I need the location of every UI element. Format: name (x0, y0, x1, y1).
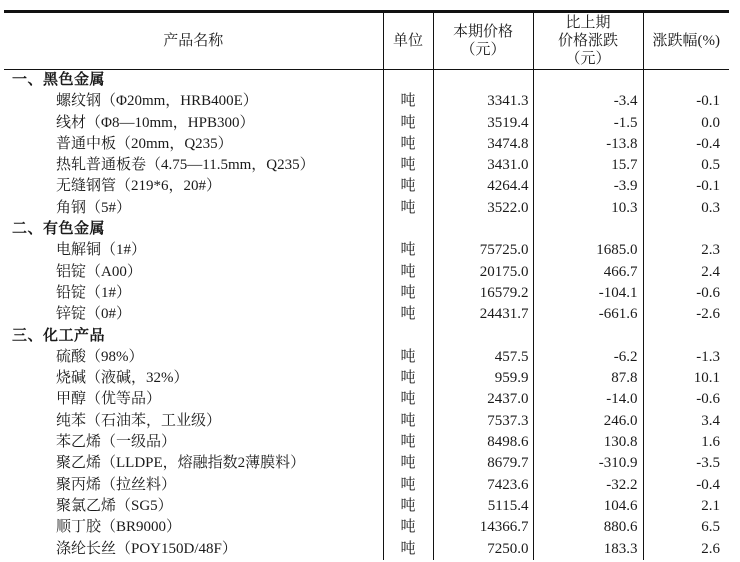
table-body (4, 70, 729, 560)
col-header-change-pct (643, 12, 729, 70)
change-cell: 183.3 (533, 539, 643, 560)
pct-cell: 2.4 (643, 262, 729, 283)
change-cell: 466.7 (533, 262, 643, 283)
product-name-cell: 硫酸（98%） (56, 348, 144, 365)
price-cell (433, 219, 533, 240)
change-cell: -13.8 (533, 134, 643, 155)
table-row (4, 155, 729, 176)
unit-cell: 吨 (383, 155, 433, 176)
price-table (4, 10, 729, 560)
table-row (4, 432, 729, 453)
price-cell: 14366.7 (433, 517, 533, 538)
table-row (4, 70, 729, 92)
table-row (4, 326, 729, 347)
unit-cell: 吨 (383, 134, 433, 155)
pct-cell: 0.5 (643, 155, 729, 176)
price-cell: 7423.6 (433, 475, 533, 496)
unit-cell (383, 70, 433, 92)
product-name-cell: 电解铜（1#） (56, 242, 147, 259)
product-name-cell: 苯乙烯（一级品） (56, 434, 177, 451)
table-row (4, 517, 729, 538)
price-cell: 3341.3 (433, 91, 533, 112)
col-header-change-pct-label: 涨跌幅(%) (652, 33, 720, 49)
pct-cell: -0.1 (643, 91, 729, 112)
unit-cell: 吨 (383, 432, 433, 453)
price-cell: 20175.0 (433, 262, 533, 283)
price-cell: 75725.0 (433, 240, 533, 261)
pct-cell: 2.3 (643, 240, 729, 261)
product-name-cell: 甲醇（优等品） (56, 391, 162, 408)
pct-cell: 1.6 (643, 432, 729, 453)
pct-cell: -0.1 (643, 176, 729, 197)
col-header-price-change-line2: 价格涨跌 (557, 33, 618, 49)
price-cell: 16579.2 (433, 283, 533, 304)
unit-cell (383, 326, 433, 347)
product-name-cell: 线材（Φ8—10mm，HPB300） (56, 114, 255, 131)
table-row (4, 496, 729, 517)
unit-cell: 吨 (383, 453, 433, 474)
col-header-product-name (4, 12, 383, 70)
unit-cell: 吨 (383, 347, 433, 368)
product-name-cell: 三、化工产品 (12, 327, 106, 344)
product-name-cell: 一、黑色金属 (12, 72, 106, 88)
col-header-current-price-line2: （元） (460, 42, 506, 58)
col-header-price-change-line1: 比上期 (565, 15, 611, 31)
pct-cell: 6.5 (643, 517, 729, 538)
header-row (4, 12, 729, 70)
unit-cell: 吨 (383, 262, 433, 283)
change-cell: -3.9 (533, 176, 643, 197)
change-cell: -310.9 (533, 453, 643, 474)
product-name-cell: 顺丁胶（BR9000） (56, 519, 182, 536)
pct-cell: -0.6 (643, 283, 729, 304)
unit-cell: 吨 (383, 517, 433, 538)
product-name-cell: 烧碱（液碱，32%） (56, 370, 189, 387)
unit-cell (383, 219, 433, 240)
product-name-cell: 聚丙烯（拉丝料） (56, 476, 177, 493)
price-cell: 24431.7 (433, 304, 533, 325)
pct-cell: -0.6 (643, 389, 729, 410)
price-cell: 7250.0 (433, 539, 533, 560)
pct-cell (643, 70, 729, 92)
change-cell (533, 326, 643, 347)
col-header-current-price (433, 12, 533, 70)
product-name-cell: 普通中板（20mm，Q235） (56, 135, 233, 152)
table-row (4, 475, 729, 496)
product-name-cell: 无缝钢管（219*6，20#） (56, 178, 222, 195)
price-cell: 457.5 (433, 347, 533, 368)
change-cell: 15.7 (533, 155, 643, 176)
unit-cell: 吨 (383, 240, 433, 261)
product-name-cell: 涤纶长丝（POY150D/48F） (56, 540, 237, 557)
price-cell: 3522.0 (433, 198, 533, 219)
table-row (4, 91, 729, 112)
change-cell: -104.1 (533, 283, 643, 304)
unit-cell: 吨 (383, 475, 433, 496)
unit-cell: 吨 (383, 368, 433, 389)
change-cell: -3.4 (533, 91, 643, 112)
product-name-cell: 铅锭（1#） (56, 284, 132, 301)
pct-cell: -0.4 (643, 134, 729, 155)
product-name-cell: 聚乙烯（LLDPE，熔融指数2薄膜料） (56, 455, 306, 472)
unit-cell: 吨 (383, 389, 433, 410)
price-cell: 959.9 (433, 368, 533, 389)
product-name-cell: 角钢（5#） (56, 199, 132, 216)
unit-cell: 吨 (383, 496, 433, 517)
change-cell: -661.6 (533, 304, 643, 325)
table-row (4, 240, 729, 261)
col-header-unit (383, 12, 433, 70)
price-cell: 5115.4 (433, 496, 533, 517)
change-cell: -6.2 (533, 347, 643, 368)
pct-cell: 2.1 (643, 496, 729, 517)
price-cell: 3431.0 (433, 155, 533, 176)
col-header-unit-label: 单位 (392, 33, 423, 49)
unit-cell: 吨 (383, 411, 433, 432)
unit-cell: 吨 (383, 304, 433, 325)
table-row (4, 347, 729, 368)
pct-cell (643, 326, 729, 347)
change-cell: -14.0 (533, 389, 643, 410)
change-cell (533, 70, 643, 92)
change-cell: -32.2 (533, 475, 643, 496)
price-cell (433, 326, 533, 347)
table-row (4, 262, 729, 283)
product-name-cell: 锌锭（0#） (56, 306, 132, 323)
table-row (4, 134, 729, 155)
table-row (4, 368, 729, 389)
table-row (4, 304, 729, 325)
product-name-cell: 二、有色金属 (12, 221, 106, 238)
price-cell: 3519.4 (433, 113, 533, 134)
price-cell: 8679.7 (433, 453, 533, 474)
product-name-cell: 铝锭（A00） (56, 263, 142, 280)
change-cell: 880.6 (533, 517, 643, 538)
pct-cell: -2.6 (643, 304, 729, 325)
change-cell (533, 219, 643, 240)
table-row (4, 113, 729, 134)
product-name-cell: 热轧普通板卷（4.75—11.5mm，Q235） (56, 157, 315, 174)
col-header-current-price-line1: 本期价格 (452, 24, 513, 40)
table-row (4, 411, 729, 432)
change-cell: 246.0 (533, 411, 643, 432)
product-name-cell: 聚氯乙烯（SG5） (56, 497, 173, 514)
unit-cell: 吨 (383, 91, 433, 112)
pct-cell: 2.6 (643, 539, 729, 560)
price-cell (433, 70, 533, 92)
change-cell: 104.6 (533, 496, 643, 517)
pct-cell: 0.0 (643, 113, 729, 134)
table-row (4, 176, 729, 197)
pct-cell: 10.1 (643, 368, 729, 389)
unit-cell: 吨 (383, 198, 433, 219)
col-header-price-change (533, 12, 643, 70)
pct-cell (643, 219, 729, 240)
col-header-product-name-label: 产品名称 (163, 33, 224, 49)
price-cell: 2437.0 (433, 389, 533, 410)
unit-cell: 吨 (383, 539, 433, 560)
unit-cell: 吨 (383, 176, 433, 197)
table-header (4, 12, 729, 70)
unit-cell: 吨 (383, 113, 433, 134)
pct-cell: -1.3 (643, 347, 729, 368)
col-header-price-change-line3: （元） (565, 51, 611, 67)
table-row (4, 539, 729, 560)
price-cell: 7537.3 (433, 411, 533, 432)
pct-cell: -3.5 (643, 453, 729, 474)
table-row (4, 389, 729, 410)
pct-cell: 0.3 (643, 198, 729, 219)
change-cell: 10.3 (533, 198, 643, 219)
change-cell: 1685.0 (533, 240, 643, 261)
change-cell: 130.8 (533, 432, 643, 453)
change-cell: 87.8 (533, 368, 643, 389)
price-cell: 3474.8 (433, 134, 533, 155)
change-cell: -1.5 (533, 113, 643, 134)
price-cell: 8498.6 (433, 432, 533, 453)
pct-cell: 3.4 (643, 411, 729, 432)
table-row (4, 219, 729, 240)
table-row (4, 283, 729, 304)
product-name-cell: 纯苯（石油苯，工业级） (56, 412, 222, 429)
unit-cell: 吨 (383, 283, 433, 304)
table-row (4, 198, 729, 219)
price-cell: 4264.4 (433, 176, 533, 197)
pct-cell: -0.4 (643, 475, 729, 496)
table-row (4, 453, 729, 474)
product-name-cell: 螺纹钢（Φ20mm，HRB400E） (56, 93, 258, 110)
